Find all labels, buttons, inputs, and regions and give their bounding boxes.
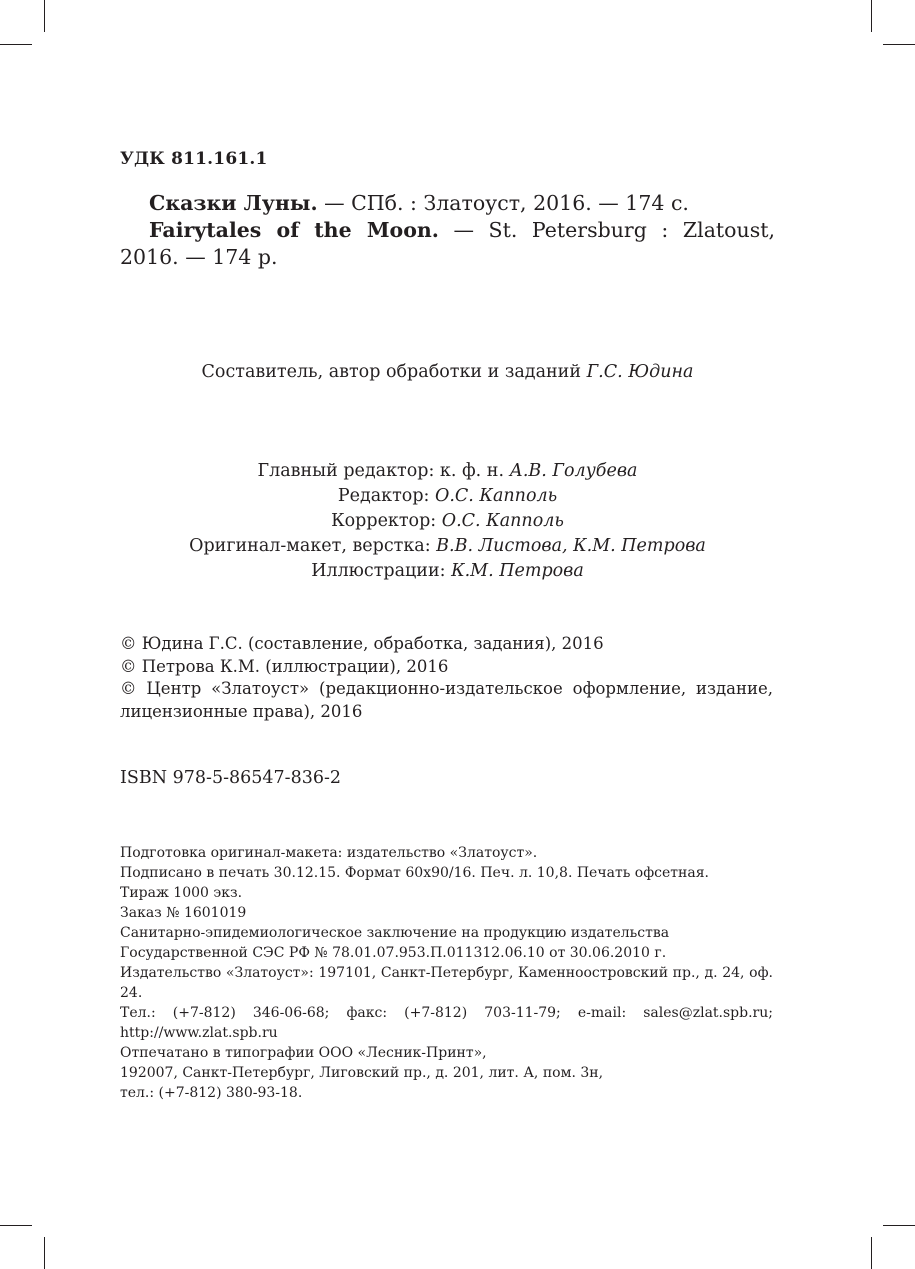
copyright-line: © Юдина Г.С. (составление, обработка, задания), 2016 [120,634,604,653]
isbn: ISBN 978-5-86547-836-2 [120,768,342,788]
bibliographic-description [120,190,775,271]
copyright-line: © Центр «Златоуст» (редакционно-издательское оформление, издание, лицензионные права), 2016 [120,679,773,721]
staff-name: О.С. Капполь [435,486,558,506]
imprint-line: Отпечатано в типографии ООО «Лесник-Принт», [120,1045,487,1061]
compiler-credit [120,359,775,385]
staff-line [120,534,775,559]
staff-name: А.В. Голубева [509,461,638,481]
biblio-ru-rest: — СПб. : Златоуст, 2016. — 174 с. [317,191,689,215]
udk-code: УДК 811.161.1 [120,149,268,169]
crop-mark-top-left-vertical [44,0,45,32]
biblio-ru-title: Сказки Луны. [149,191,318,215]
crop-mark-bottom-right-horizontal [883,1225,915,1226]
copyright-line: © Петрова К.М. (иллюстрации), 2016 [120,656,449,676]
imprint-line: Подготовка оригинал-макета: издательство «Златоуст». [120,845,538,861]
imprint-line: Тел.: (+7-812) 346-06-68; факс: (+7-812) 703-11-79; e-mail: sales@zlat.spb.ru; http://www.zlat.spb.ru [120,1005,773,1041]
crop-mark-top-right-horizontal [883,44,915,45]
editorial-staff [120,459,775,584]
imprint-line: тел.: (+7-812) 380-93-18. [120,1085,303,1101]
staff-role: Оригинал-макет, верстка: [189,536,437,556]
staff-role: Главный редактор: к. ф. н. [257,461,510,481]
crop-mark-bottom-right-vertical [871,1237,872,1269]
copyright-block [120,633,773,723]
crop-mark-top-left-horizontal [0,44,32,45]
staff-name: К.М. Петрова [451,561,584,581]
imprint-line: Государственной СЭС РФ № 78.01.07.953.П.011312.06.10 от 30.06.2010 г. [120,945,667,961]
biblio-en-title: Fairytales of the Moon. [149,218,439,242]
biblio-en [120,217,775,271]
compiler-role: Составитель, автор обработки и заданий [201,362,587,382]
staff-line [120,459,775,484]
imprint-line: Тираж 1000 экз. [120,885,243,901]
staff-role: Редактор: [337,486,435,506]
crop-mark-top-right-vertical [871,0,872,32]
staff-line [120,509,775,534]
staff-role: Корректор: [331,511,442,531]
imprint-block [120,843,773,1103]
staff-line [120,559,775,584]
imprint-line: Издательство «Златоуст»: 197101, Санкт-Петербург, Каменноостровский пр., д. 24, оф. 24. [120,965,773,1001]
compiler-name: Г.С. Юдина [586,362,694,382]
crop-mark-bottom-left-horizontal [0,1225,32,1226]
staff-role: Иллюстрации: [311,561,452,581]
imprint-line: Заказ № 1601019 [120,905,247,921]
staff-name: О.С. Капполь [441,511,564,531]
biblio-ru [120,190,775,217]
staff-line [120,484,775,509]
imprint-line: Подписано в печать 30.12.15. Формат 60x90/16. Печ. л. 10,8. Печать офсетная. [120,865,709,881]
staff-name: В.В. Листова, К.М. Петрова [436,536,706,556]
imprint-line: Санитарно-эпидемиологическое заключение на продукцию издательства [120,925,670,941]
crop-mark-bottom-left-vertical [44,1237,45,1269]
imprint-line: 192007, Санкт-Петербург, Лиговский пр., д. 201, лит. А, пом. 3н, [120,1065,604,1081]
biblio-en-rest: — St. Petersburg : Zlatoust, 2016. — 174 p. [120,218,775,269]
